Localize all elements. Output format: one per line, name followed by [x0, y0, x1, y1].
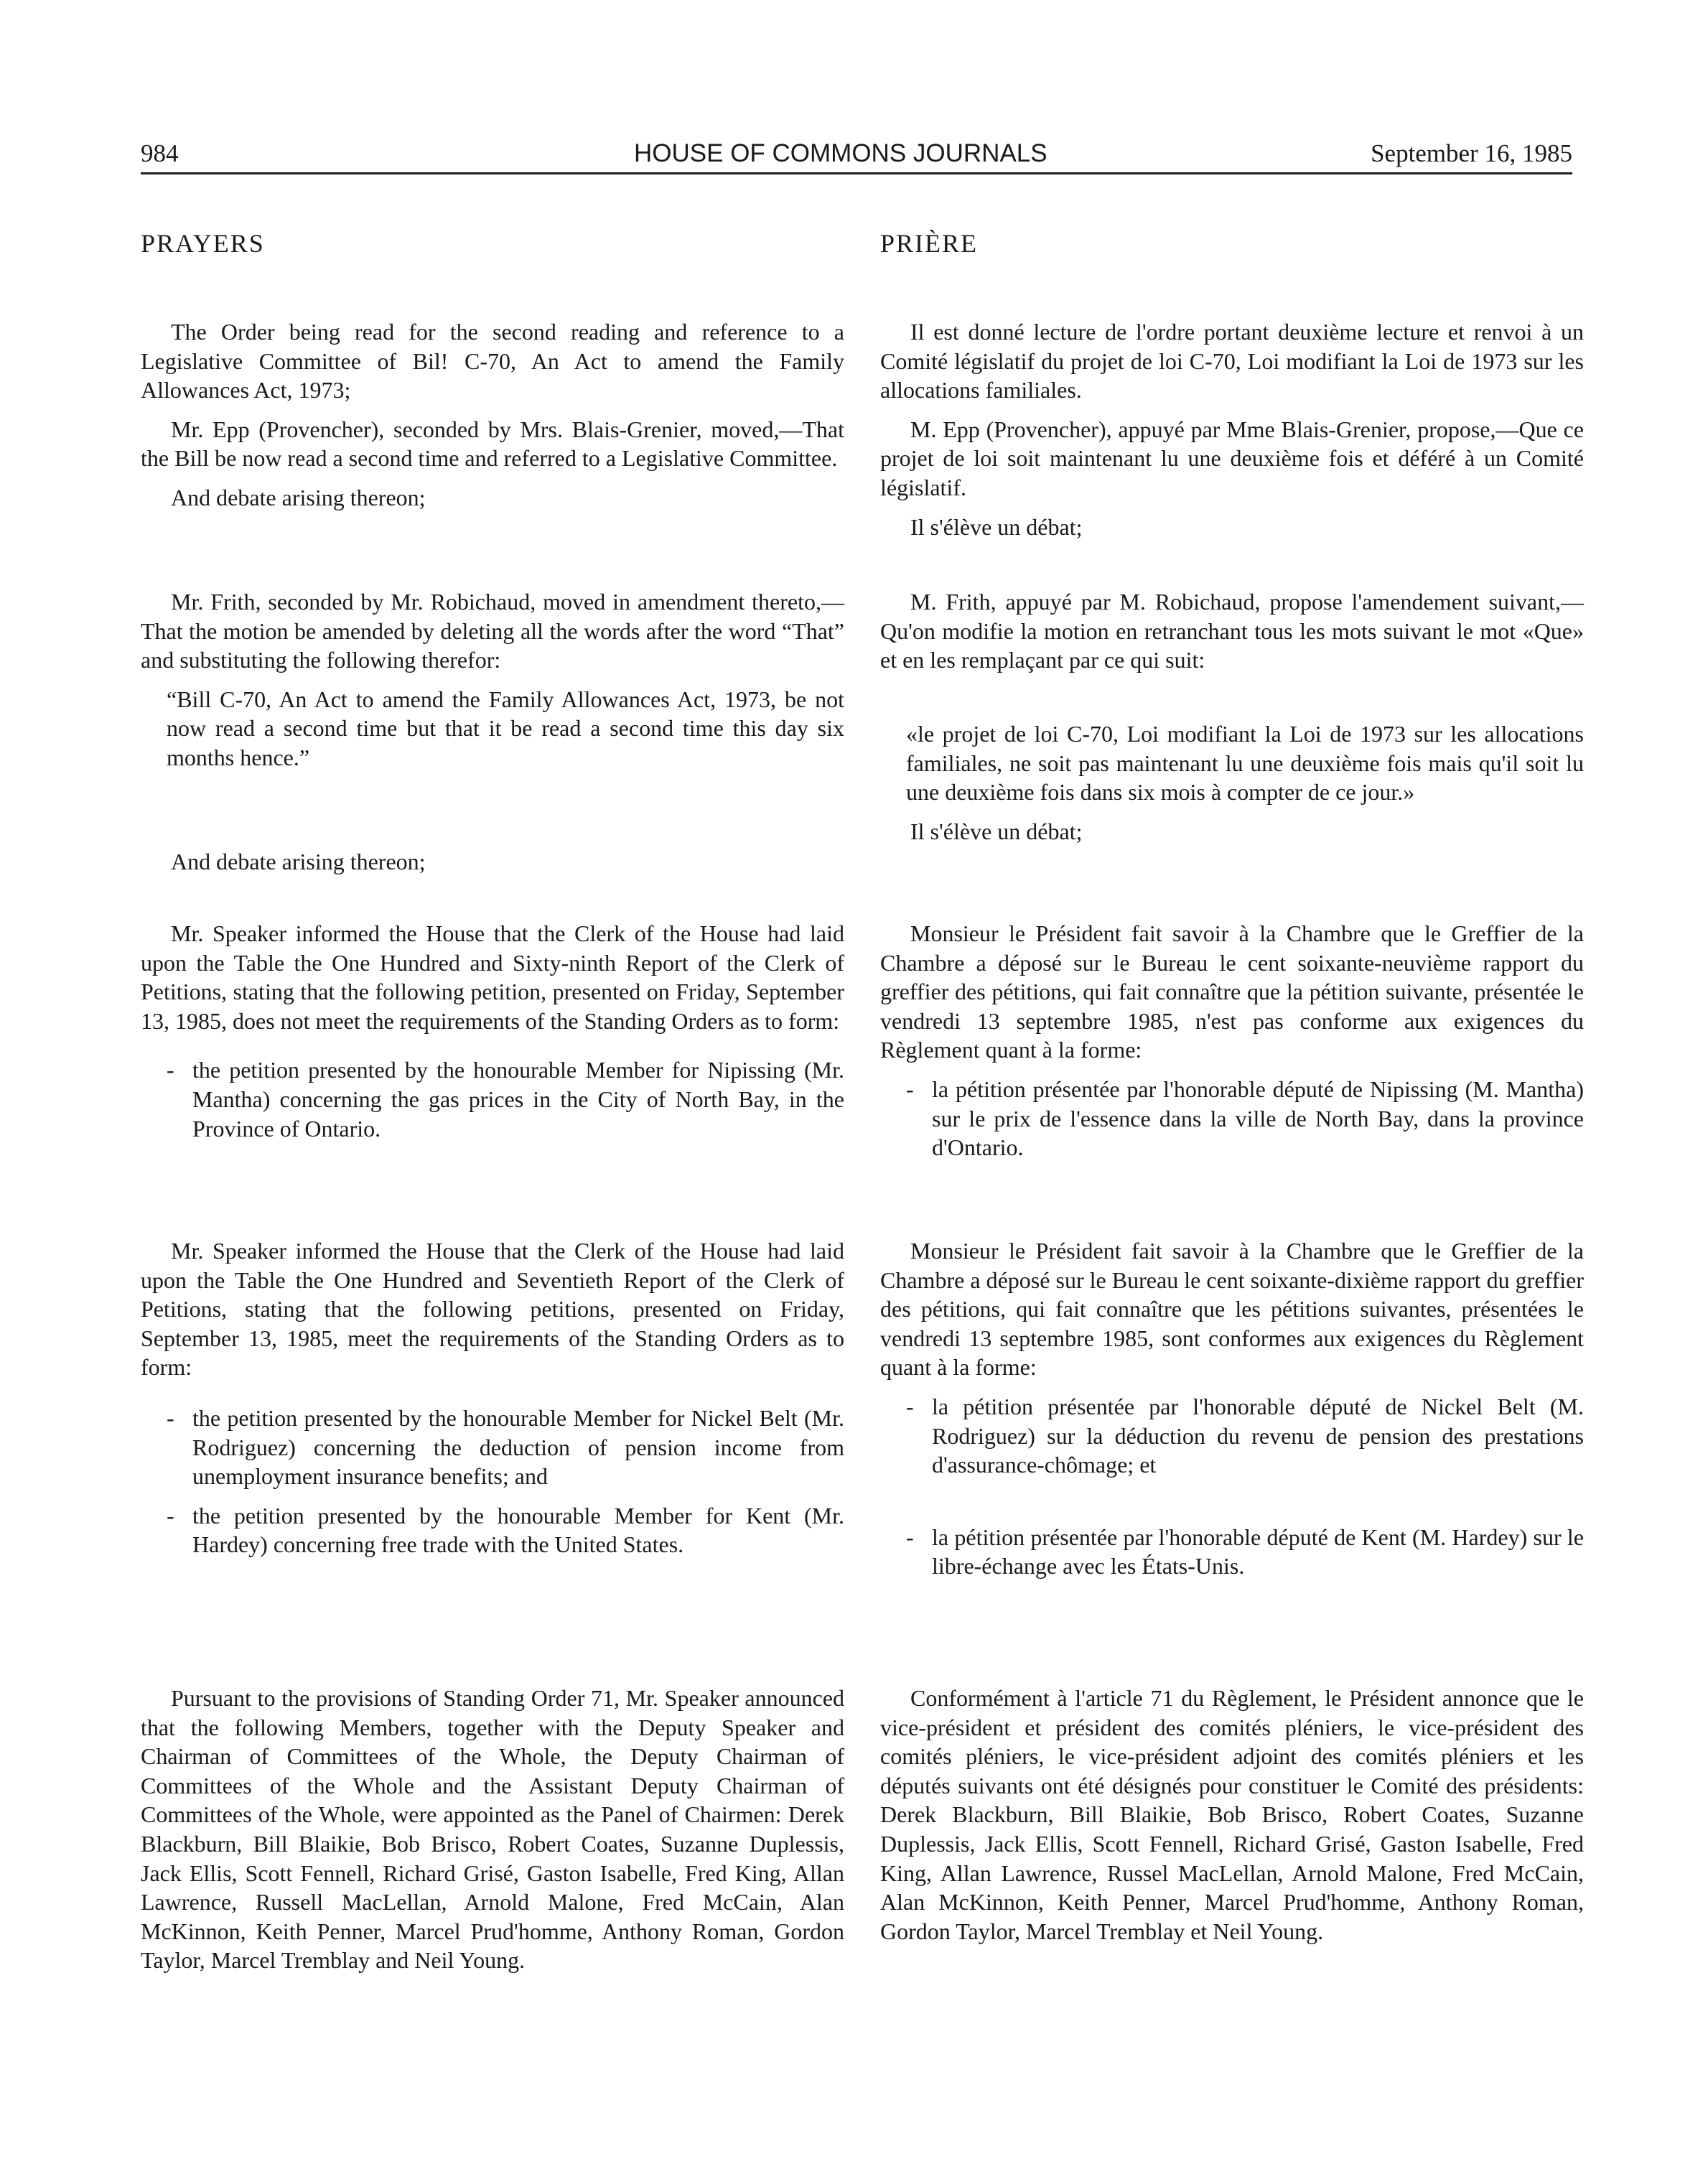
amendment-quote-block	[880, 719, 1584, 856]
list-dash: -	[167, 1057, 174, 1083]
list-item-text: the petition presented by the honourable Member for Nipissing (Mr. Mantha) concerning the gas prices in the City of North Bay, in the Province of Ontario.	[192, 1057, 844, 1142]
paragraph: Il s'élève un débat;	[910, 513, 1083, 540]
paragraph: The Order being read for the second reading and reference to a Legislative Committee of Bil! C-70, An Act to amend the Family Allowances Act, 1973;	[141, 319, 844, 403]
paragraph: Mr. Epp (Provencher), seconded by Mrs. Blais-Grenier, moved,—That the Bill be now read a second time and referred to a Legislative Committee.	[141, 416, 844, 472]
paragraph: Mr. Speaker informed the House that the Clerk of the House had laid upon the Table the One Hundred and Seventieth Report of the Clerk of Petitions, stating that the following petitions, presented on Friday, September 13, 1985, meet the requirements of the Standing Orders as to form:	[141, 1238, 844, 1381]
section-heading-prayers: PRAYERS	[141, 229, 265, 258]
list-item	[880, 1523, 1584, 1581]
report-170-block	[141, 1236, 844, 1569]
list-dash: -	[167, 1404, 174, 1431]
list-item-text: the petition presented by the honourable Member for Nickel Belt (Mr. Rodriguez) concerning the deduction of pension income from unemployment insurance benefits; and	[192, 1404, 844, 1490]
paragraph: M. Epp (Provencher), appuyé par Mme Blais-Grenier, propose,—Que ce projet de loi soit maintenant lu une deuxième fois et déféré à un Comité législatif.	[880, 416, 1584, 500]
amendment-block	[880, 587, 1584, 685]
list-item-text: la pétition présentée par l'honorable député de Nickel Belt (M. Rodriguez) sur la déduction du revenu de pension des prestations d'assurance-chômage; et	[932, 1393, 1584, 1478]
report-169-block	[880, 919, 1584, 1172]
list-item	[141, 1404, 844, 1491]
list-dash: -	[167, 1502, 174, 1529]
paragraph: Monsieur le Président fait savoir à la Chambre que le Greffier de la Chambre a déposé sur le Bureau le cent soixante-neuvième rapport du greffier des pétitions, qui fait connaître que la pétition suivante, présentée le vendredi 13 septembre 1985, n'est pas conforme aux exigences du Règlement quant à la forme:	[880, 920, 1584, 1063]
list-item	[141, 1055, 844, 1143]
page-date: September 16, 1985	[1371, 139, 1572, 167]
amendment-block	[141, 587, 844, 783]
header-rule	[141, 172, 1572, 174]
list-item-text: la pétition présentée par l'honorable député de Kent (M. Hardey) sur le libre-échange avec les États-Unis.	[932, 1524, 1584, 1580]
report-170-block	[880, 1236, 1584, 1591]
paragraph: Conformément à l'article 71 du Règlement, le Président annonce que le vice-président et président des comités pléniers, le vice-président des comités pléniers, le vice-président adjoint des comités pléniers et les députés suivants ont été désignés pour constituer le Comité des présidents: Derek Blackburn, Bill Blaikie, Bob Brisco, Robert Coates, Suzanne Duplessis, Jack Ellis, Scott Fennell, Richard Grisé, Gaston Isabelle, Fred King, Allan Lawrence, Russel MacLellan, Arnold Malone, Fred McCain, Alan McKinnon, Keith Penner, Marcel Prud'homme, Anthony Roman, Gordon Taylor, Marcel Tremblay et Neil Young.	[880, 1685, 1584, 1944]
list-dash: -	[906, 1075, 914, 1102]
report-169-block	[141, 919, 844, 1153]
debate-block	[141, 847, 844, 887]
list-item	[880, 1075, 1584, 1162]
list-item-text: la pétition présentée par l'honorable député de Nipissing (M. Mantha) sur le prix de l'essence dans la ville de North Bay, dans la province d'Ontario.	[932, 1075, 1584, 1161]
paragraph: And debate arising thereon;	[171, 484, 426, 510]
paragraph: Mr. Speaker informed the House that the Clerk of the House had laid upon the Table the One Hundred and Sixty-ninth Report of the Clerk of Petitions, stating that the following petition, presented on Friday, September 13, 1985, does not meet the requirements of the Standing Orders as to form:	[141, 920, 844, 1034]
list-item-text: the petition presented by the honourable Member for Kent (Mr. Hardey) concerning free trade with the United States.	[192, 1502, 844, 1558]
amendment-quote: “Bill C-70, An Act to amend the Family Allowances Act, 1973, be not now read a second time but that it be read a second time this day six months hence.”	[167, 686, 844, 770]
list-dash: -	[906, 1524, 914, 1550]
paragraph: And debate arising thereon;	[171, 849, 426, 874]
list-item	[141, 1501, 844, 1559]
journal-title: HOUSE OF COMMONS JOURNALS	[634, 139, 1047, 167]
panel-block	[141, 1684, 844, 1985]
paragraph: Mr. Frith, seconded by Mr. Robichaud, moved in amendment thereto,—That the motion be amended by deleting all the words after the word “That” and substituting the following therefor:	[141, 589, 844, 673]
amendment-quote: «le projet de loi C-70, Loi modifiant la Loi de 1973 sur les allocations familiales, ne soit pas maintenant lu une deuxième fois mais qu'il soit lu une deuxième fois dans six mois à compter de ce jour.»	[906, 721, 1584, 806]
section-heading-priere: PRIÈRE	[880, 229, 979, 258]
paragraph: Monsieur le Président fait savoir à la Chambre que le Greffier de la Chambre a déposé sur le Bureau le cent soixante-dixième rapport du greffier des pétitions, qui fait connaître que les pétitions suivantes, présentées le vendredi 13 septembre 1985, sont conformes aux exigences du Règlement quant à la forme:	[880, 1238, 1584, 1381]
page-number: 984	[141, 139, 179, 167]
list-dash: -	[906, 1393, 914, 1419]
paragraph: M. Frith, appuyé par M. Robichaud, propose l'amendement suivant,—Qu'on modifie la motion en retranchant tous les mots suivant le mot «Que» et en les remplaçant par ce qui suit:	[880, 589, 1584, 673]
paragraph: Il s'élève un débat;	[910, 818, 1083, 844]
second-reading-block	[880, 317, 1584, 551]
panel-block	[880, 1684, 1584, 1956]
paragraph: Pursuant to the provisions of Standing Order 71, Mr. Speaker announced that the following Members, together with the Deputy Speaker and Chairman of Committees of the Whole, the Deputy Chairman of Committees of the Whole and the Assistant Deputy Chairman of Committees of the Whole, were appointed as the Panel of Chairmen: Derek Blackburn, Bill Blaikie, Bob Brisco, Robert Coates, Suzanne Duplessis, Jack Ellis, Scott Fennell, Richard Grisé, Gaston Isabelle, Fred King, Allan Lawrence, Russell MacLellan, Arnold Malone, Fred McCain, Alan McKinnon, Keith Penner, Marcel Prud'homme, Anthony Roman, Gordon Taylor, Marcel Tremblay and Neil Young.	[141, 1685, 844, 1974]
list-item	[880, 1392, 1584, 1480]
second-reading-block	[141, 317, 844, 523]
paragraph: Il est donné lecture de l'ordre portant deuxième lecture et renvoi à un Comité législatif du projet de loi C-70, Loi modifiant la Loi de 1973 sur les allocations familiales.	[880, 319, 1584, 403]
